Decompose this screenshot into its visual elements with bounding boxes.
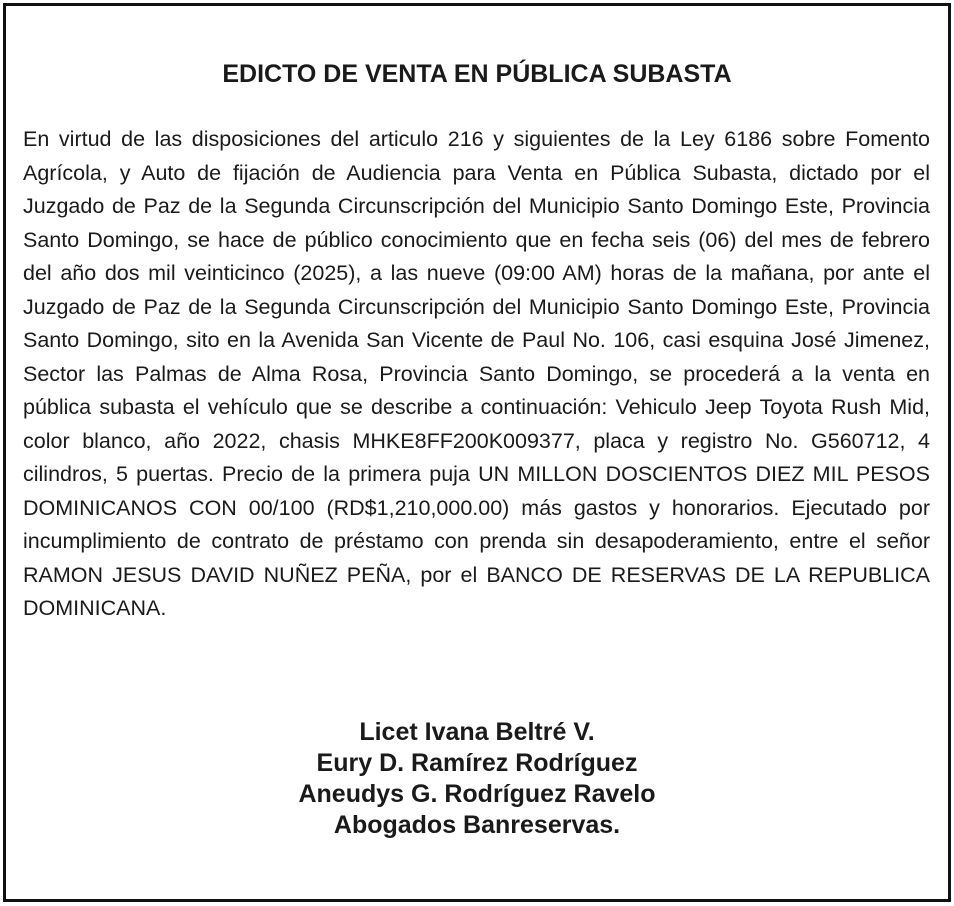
signatory-name: Licet Ivana Beltré V.: [359, 718, 595, 746]
signature-block: [6, 717, 948, 841]
signatory-name: Aneudys G. Rodríguez Ravelo: [298, 780, 656, 808]
signatory-name: Eury D. Ramírez Rodríguez: [316, 749, 638, 777]
notice-body: En virtud de las disposiciones del articulo 216 y siguientes de la Ley 6186 sobre Fomento Agrícola, y Auto de fijación de Audiencia para Venta en Pública Subasta, dictado por el Juzgado de Paz de la Segunda Circunscripción del Municipio Santo Domingo Este, Provincia Santo Domingo, se hace de público conocimiento que en fecha seis (06) del mes de febrero del año dos mil veinticinco (2025), a las nueve (09:00 AM) horas de la mañana, por ante el Juzgado de Paz de la Segunda Circunscripción del Municipio Santo Domingo Este, Provincia Santo Domingo, sito en la Avenida San Vicente de Paul No. 106, casi esquina José Jimenez, Sector las Palmas de Alma Rosa, Provincia Santo Domingo, se procederá a la venta en pública subasta el vehículo que se describe a continuación: Vehiculo Jeep Toyota Rush Mid, color blanco, año 2022, chasis MHKE8FF200K009377, placa y registro No. G560712, 4 cilindros, 5 puertas. Precio de la primera puja UN MILLON DOSCIENTOS DIEZ MIL PESOS DOMINICANOS CON 00/100 (RD$1,210,000.00) más gastos y honorarios. Ejecutado por incumplimiento de contrato de préstamo con prenda sin desapoderamiento, entre el señor RAMON JESUS DAVID NUÑEZ PEÑA, por el BANCO DE RESERVAS DE LA REPUBLICA DOMINICANA.: [23, 127, 930, 620]
notice-border: [3, 3, 951, 902]
notice-title: EDICTO DE VENTA EN PÚBLICA SUBASTA: [222, 60, 732, 88]
signatory-affiliation: Abogados Banreservas.: [333, 811, 621, 839]
